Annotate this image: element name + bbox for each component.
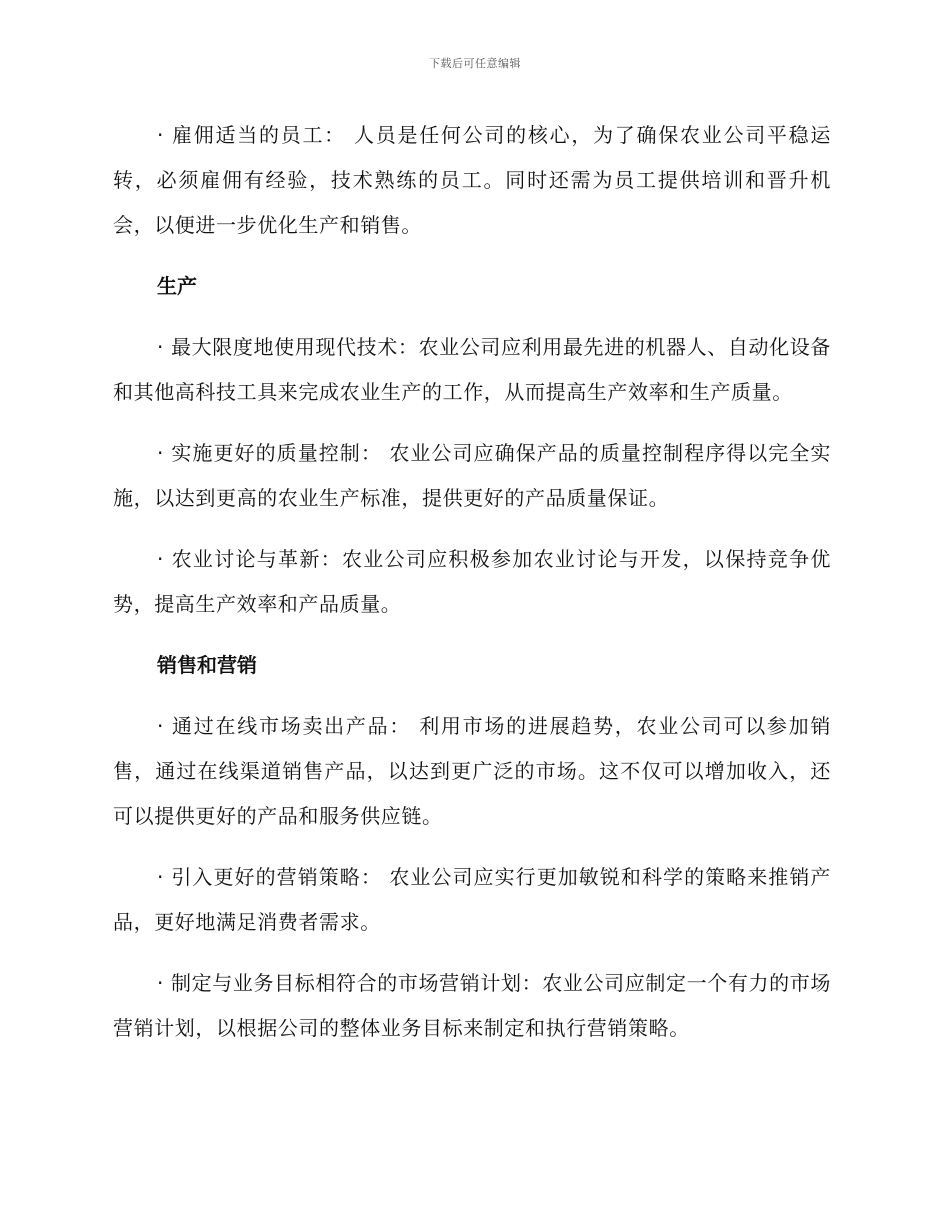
page-header: 下载后可任意编辑: [429, 57, 521, 70]
paragraph-online-market: · 通过在线市场卖出产品： 利用市场的进展趋势，农业公司可以参加销售，通过在线渠道销售产品，以达到更广泛的市场。这不仅可以增加收入，还可以提供更好的产品和服务供应链。: [113, 714, 831, 828]
section-heading-production: 生产: [157, 274, 197, 298]
paragraph-marketing-plan: · 制定与业务目标相符合的市场营销计划：农业公司应制定一个有力的市场营销计划，以根据公司的整体业务目标来制定和执行营销策略。: [113, 971, 831, 1040]
document-body: [113, 113, 831, 1067]
paragraph-marketing-strategy: · 引入更好的营销策略： 农业公司应实行更加敏锐和科学的策略来推销产品，更好地满足消费者需求。: [113, 865, 831, 934]
section-heading-sales-marketing: 销售和营销: [157, 653, 257, 677]
paragraph-hire-staff: · 雇佣适当的员工： 人员是任何公司的核心，为了确保农业公司平稳运转，必须雇佣有经验，技术熟练的员工。同时还需为员工提供培训和晋升机会，以便进一步优化生产和销售。: [113, 123, 831, 237]
paragraph-quality-control: · 实施更好的质量控制： 农业公司应确保产品的质量控制程序得以完全实施，以达到更高的农业生产标准，提供更好的产品质量保证。: [113, 441, 831, 510]
paragraph-agri-discussion-innovation: · 农业讨论与革新：农业公司应积极参加农业讨论与开发，以保持竞争优势，提高生产效率和产品质量。: [113, 547, 831, 616]
paragraph-modern-technology: · 最大限度地使用现代技术：农业公司应利用最先进的机器人、自动化设备和其他高科技工具来完成农业生产的工作，从而提高生产效率和生产质量。: [113, 335, 831, 404]
